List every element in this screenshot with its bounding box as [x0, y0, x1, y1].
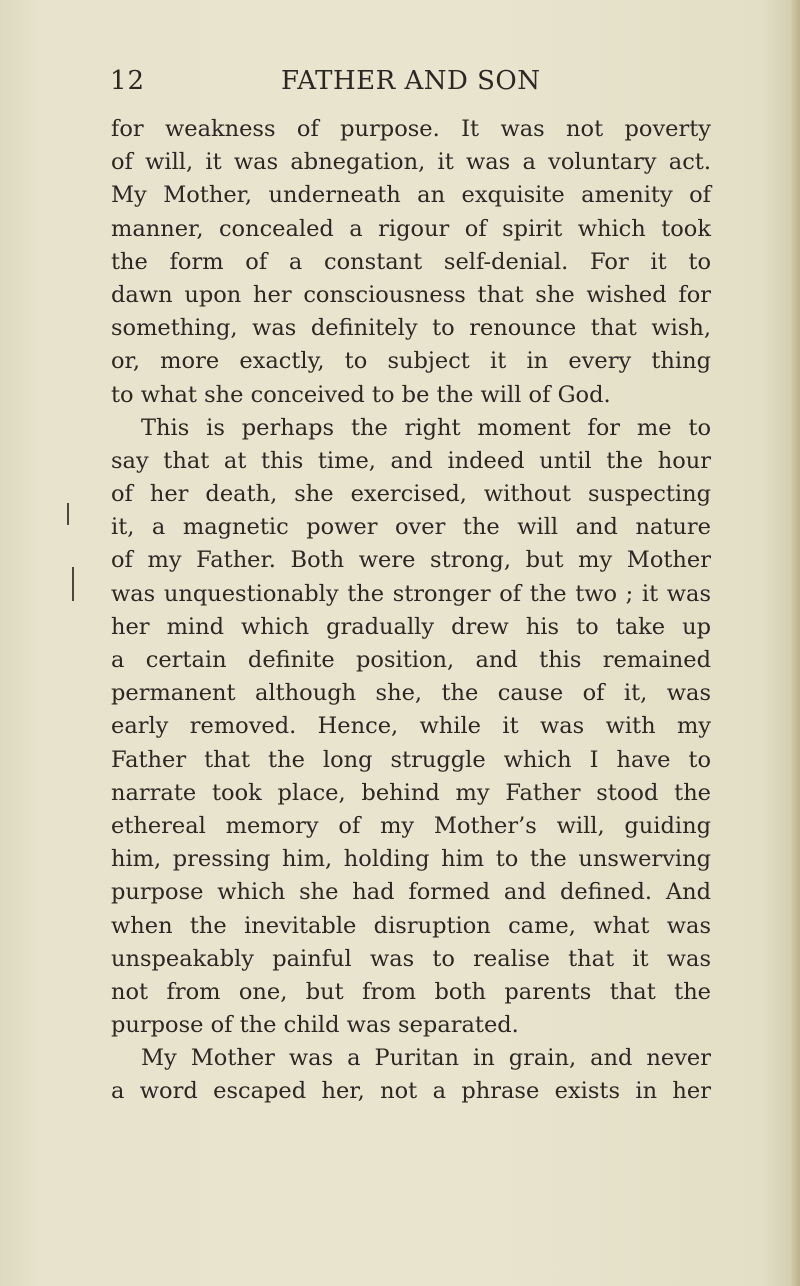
text-line: of my Father. Both were strong, but my Mother: [111, 547, 711, 574]
paragraph-start-line: This is perhaps the right moment for me to: [141, 414, 711, 441]
text-line: of will, it was abnegation, it was a voluntary act.: [111, 149, 711, 176]
text-line: a word escaped her, not a phrase exists in her: [111, 1078, 711, 1105]
text-line: My Mother, underneath an exquisite amenity of: [111, 182, 711, 209]
text-line: was unquestionably the stronger of the two ; it was: [111, 580, 711, 607]
text-line: Father that the long struggle which I have to: [111, 746, 711, 773]
text-line: early removed. Hence, while it was with my: [111, 713, 711, 740]
text-line: him, pressing him, holding him to the unswerving: [111, 846, 711, 873]
text-line: purpose which she had formed and defined. And: [111, 879, 711, 906]
text-line: or, more exactly, to subject it in every thing: [111, 348, 711, 375]
text-line: of her death, she exercised, without suspecting: [111, 481, 711, 508]
paragraph-start-line: My Mother was a Puritan in grain, and never: [141, 1045, 711, 1072]
page-edge: [790, 0, 800, 1286]
text-line: it, a magnetic power over the will and nature: [111, 514, 711, 541]
text-line: permanent although she, the cause of it, was: [111, 680, 711, 707]
text-line: a certain definite position, and this remained: [111, 647, 711, 673]
text-line: her mind which gradually drew his to take up: [111, 613, 711, 640]
text-line: ethereal memory of my Mother’s will, guiding: [111, 812, 711, 839]
text-line: to what she conceived to be the will of God.: [111, 381, 611, 408]
margin-mark: [72, 567, 74, 601]
text-line: when the inevitable disruption came, what was: [111, 912, 711, 939]
text-line: say that at this time, and indeed until the hour: [111, 447, 711, 474]
text-line: manner, concealed a rigour of spirit which took: [111, 215, 711, 242]
text-line: narrate took place, behind my Father stood the: [111, 779, 711, 806]
text-line: unspeakably painful was to realise that it was: [111, 945, 711, 972]
text-line: something, was definitely to renounce that wish,: [111, 315, 711, 342]
text-line: the form of a constant self-denial. For it to: [111, 248, 711, 275]
text-line: for weakness of purpose. It was not poverty: [111, 116, 711, 142]
text-line: not from one, but from both parents that the: [111, 978, 711, 1005]
running-title: FATHER AND SON: [281, 66, 541, 96]
text-line: purpose of the child was separated.: [111, 1012, 519, 1039]
page-number: 12: [110, 66, 146, 96]
text-line: dawn upon her consciousness that she wished for: [111, 281, 711, 308]
page-header: [0, 66, 800, 106]
body-text: [111, 113, 711, 1109]
margin-mark: [67, 503, 69, 525]
